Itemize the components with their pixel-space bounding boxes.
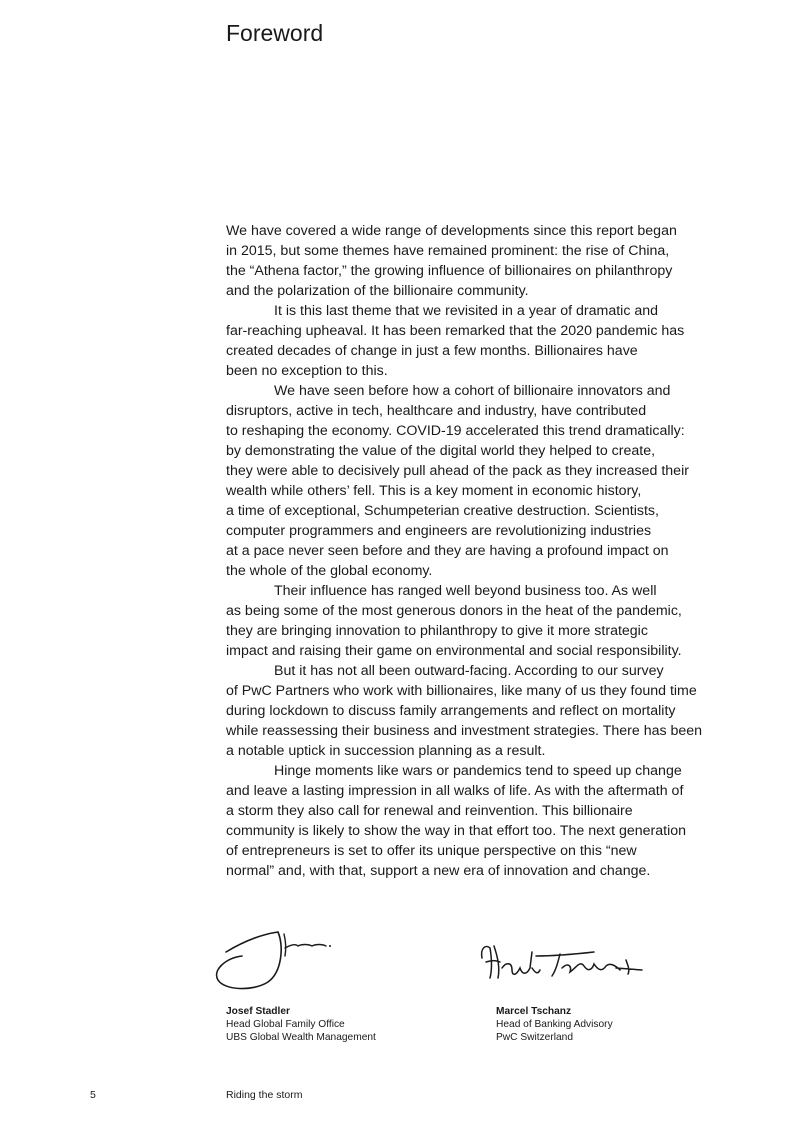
paragraph: It is this last theme that we revisited in a year of dramatic and far-reaching upheaval. It has been remarked that the 2020 pandemic has created decades of change in just a few months. Billionaires have been no exception to this. <box>226 303 685 379</box>
page-number: 5 <box>90 1089 96 1101</box>
paragraph: We have seen before how a cohort of billionaire innovators and disruptors, active in tech, healthcare and industry, have contributed to reshaping the economy. COVID-19 accelerated this trend dramatically: by demonstrating the value of the digital world they helped to create, they were able to decisively pull ahead of the pack as they increased their wealth while others’ fell. This is a key moment in economic history, a time of exceptional, Schumpeterian creative destruction. Scientists, computer programmers and engineers are revolutionizing industries at a pace never seen before and they are having a profound impact on the whole of the global economy. <box>226 383 689 579</box>
page-title: Foreword <box>226 20 324 46</box>
signatory-marcel-tschanz <box>496 1005 613 1044</box>
signatory-org: UBS Global Wealth Management <box>226 1032 376 1043</box>
paragraph: Their influence has ranged well beyond business too. As well as being some of the most generous donors in the heat of the pandemic, they are bringing innovation to philanthropy to give it more strategic impact and raising their game on environmental and social responsibility. <box>226 583 682 659</box>
signature-marcel-tschanz <box>476 938 646 986</box>
signatory-name: Marcel Tschanz <box>496 1006 572 1017</box>
signatory-role: Head of Banking Advisory <box>496 1019 613 1030</box>
signatory-josef-stadler <box>226 1005 376 1044</box>
signatory-org: PwC Switzerland <box>496 1032 573 1043</box>
signature-josef-stadler <box>212 928 342 994</box>
foreword-body <box>226 221 746 881</box>
report-title: Riding the storm <box>226 1089 303 1101</box>
paragraph: But it has not all been outward-facing. According to our survey of PwC Partners who work with billionaires, like many of us they found time during lockdown to discuss family arrangements and reflect on mortality while reassessing their business and investment strategies. There has been a notable uptick in succession planning as a result. <box>226 663 703 759</box>
signatory-role: Head Global Family Office <box>226 1019 345 1030</box>
signatory-name: Josef Stadler <box>226 1006 290 1017</box>
paragraph: We have covered a wide range of developments since this report began in 2015, but some themes have remained prominent: the rise of China, the “Athena factor,” the growing influence of billionaires on philanthropy and the polarization of the billionaire community. <box>226 223 677 299</box>
paragraph: Hinge moments like wars or pandemics tend to speed up change and leave a lasting impression in all walks of life. As with the aftermath of a storm they also call for renewal and reinvention. This billionaire community is likely to show the way in that effort too. The next generation of entrepreneurs is set to offer its unique perspective on this “new normal” and, with that, support a new era of innovation and change. <box>226 763 687 879</box>
